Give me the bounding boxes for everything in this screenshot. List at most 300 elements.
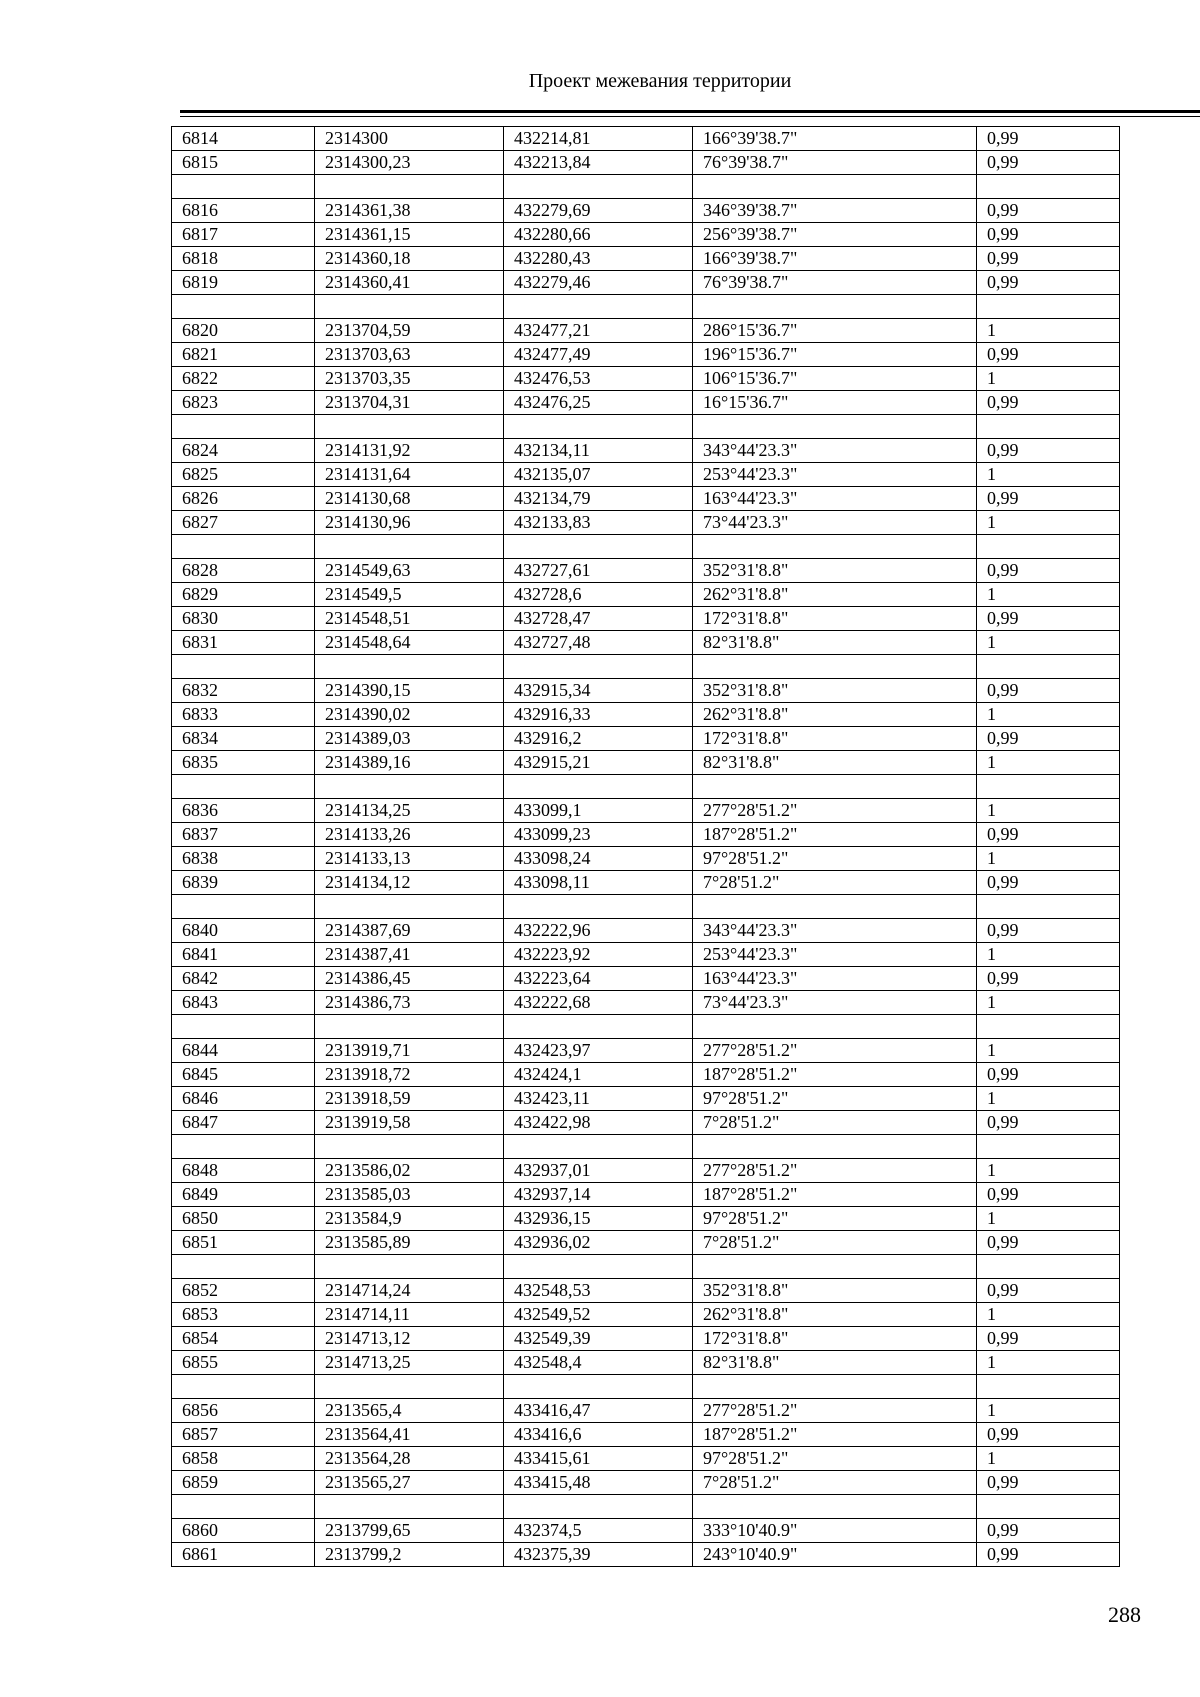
direction-angle-cell xyxy=(693,1255,977,1279)
y-coordinate-cell: 433415,61 xyxy=(504,1447,693,1471)
y-coordinate-cell: 432134,11 xyxy=(504,439,693,463)
x-coordinate-cell: 2313703,35 xyxy=(315,367,504,391)
direction-angle-cell xyxy=(693,895,977,919)
point-number-cell xyxy=(172,895,315,919)
point-number-cell: 6824 xyxy=(172,439,315,463)
table-row xyxy=(172,943,1120,967)
y-coordinate-cell xyxy=(504,1015,693,1039)
direction-angle-cell: 187°28'51.2" xyxy=(693,823,977,847)
x-coordinate-cell: 2314390,15 xyxy=(315,679,504,703)
x-coordinate-cell: 2314361,38 xyxy=(315,199,504,223)
point-number-cell: 6834 xyxy=(172,727,315,751)
distance-cell: 0,99 xyxy=(977,151,1120,175)
distance-cell: 1 xyxy=(977,631,1120,655)
distance-cell: 0,99 xyxy=(977,439,1120,463)
x-coordinate-cell xyxy=(315,175,504,199)
direction-angle-cell: 76°39'38.7" xyxy=(693,271,977,295)
direction-angle-cell: 346°39'38.7" xyxy=(693,199,977,223)
y-coordinate-cell: 432936,02 xyxy=(504,1231,693,1255)
table-row xyxy=(172,799,1120,823)
y-coordinate-cell: 432727,48 xyxy=(504,631,693,655)
distance-cell: 1 xyxy=(977,703,1120,727)
y-coordinate-cell: 432133,83 xyxy=(504,511,693,535)
point-number-cell: 6818 xyxy=(172,247,315,271)
distance-cell xyxy=(977,1015,1120,1039)
y-coordinate-cell: 432375,39 xyxy=(504,1543,693,1567)
point-number-cell xyxy=(172,655,315,679)
direction-angle-cell: 172°31'8.8" xyxy=(693,1327,977,1351)
x-coordinate-cell xyxy=(315,295,504,319)
y-coordinate-cell xyxy=(504,775,693,799)
distance-cell: 0,99 xyxy=(977,1471,1120,1495)
y-coordinate-cell: 432477,21 xyxy=(504,319,693,343)
table-row xyxy=(172,487,1120,511)
x-coordinate-cell: 2314387,41 xyxy=(315,943,504,967)
point-number-cell: 6858 xyxy=(172,1447,315,1471)
table-row xyxy=(172,391,1120,415)
y-coordinate-cell xyxy=(504,1255,693,1279)
y-coordinate-cell: 432280,66 xyxy=(504,223,693,247)
table-row xyxy=(172,439,1120,463)
x-coordinate-cell xyxy=(315,1255,504,1279)
x-coordinate-cell xyxy=(315,1495,504,1519)
direction-angle-cell: 262°31'8.8" xyxy=(693,703,977,727)
direction-angle-cell: 163°44'23.3" xyxy=(693,487,977,511)
point-number-cell xyxy=(172,1375,315,1399)
distance-cell: 0,99 xyxy=(977,871,1120,895)
direction-angle-cell: 97°28'51.2" xyxy=(693,1087,977,1111)
point-number-cell: 6816 xyxy=(172,199,315,223)
point-number-cell: 6844 xyxy=(172,1039,315,1063)
x-coordinate-cell: 2313565,27 xyxy=(315,1471,504,1495)
table-separator-row xyxy=(172,295,1120,319)
distance-cell: 0,99 xyxy=(977,271,1120,295)
point-number-cell: 6859 xyxy=(172,1471,315,1495)
point-number-cell: 6857 xyxy=(172,1423,315,1447)
distance-cell: 0,99 xyxy=(977,1327,1120,1351)
distance-cell xyxy=(977,1375,1120,1399)
distance-cell: 0,99 xyxy=(977,127,1120,151)
table-row xyxy=(172,223,1120,247)
distance-cell: 1 xyxy=(977,799,1120,823)
point-number-cell: 6826 xyxy=(172,487,315,511)
table-row xyxy=(172,1159,1120,1183)
direction-angle-cell: 172°31'8.8" xyxy=(693,727,977,751)
point-number-cell: 6860 xyxy=(172,1519,315,1543)
x-coordinate-cell: 2313918,72 xyxy=(315,1063,504,1087)
direction-angle-cell xyxy=(693,775,977,799)
direction-angle-cell: 97°28'51.2" xyxy=(693,1447,977,1471)
point-number-cell: 6822 xyxy=(172,367,315,391)
point-number-cell xyxy=(172,775,315,799)
x-coordinate-cell: 2313919,71 xyxy=(315,1039,504,1063)
y-coordinate-cell: 433416,47 xyxy=(504,1399,693,1423)
direction-angle-cell: 166°39'38.7" xyxy=(693,127,977,151)
table-row xyxy=(172,1423,1120,1447)
x-coordinate-cell xyxy=(315,1135,504,1159)
direction-angle-cell: 16°15'36.7" xyxy=(693,391,977,415)
table-row xyxy=(172,967,1120,991)
distance-cell: 0,99 xyxy=(977,487,1120,511)
y-coordinate-cell: 432279,46 xyxy=(504,271,693,295)
direction-angle-cell: 166°39'38.7" xyxy=(693,247,977,271)
page-header-title: Проект межевания территории xyxy=(528,70,792,92)
table-row xyxy=(172,1039,1120,1063)
y-coordinate-cell xyxy=(504,895,693,919)
direction-angle-cell: 73°44'23.3" xyxy=(693,991,977,1015)
direction-angle-cell: 277°28'51.2" xyxy=(693,1039,977,1063)
point-number-cell: 6853 xyxy=(172,1303,315,1327)
direction-angle-cell: 243°10'40.9" xyxy=(693,1543,977,1567)
point-number-cell: 6825 xyxy=(172,463,315,487)
distance-cell: 1 xyxy=(977,1039,1120,1063)
table-row xyxy=(172,1351,1120,1375)
distance-cell: 1 xyxy=(977,511,1120,535)
direction-angle-cell: 343°44'23.3" xyxy=(693,919,977,943)
y-coordinate-cell: 432424,1 xyxy=(504,1063,693,1087)
y-coordinate-cell: 432548,53 xyxy=(504,1279,693,1303)
x-coordinate-cell: 2314714,24 xyxy=(315,1279,504,1303)
direction-angle-cell xyxy=(693,655,977,679)
direction-angle-cell: 187°28'51.2" xyxy=(693,1183,977,1207)
table-row xyxy=(172,631,1120,655)
distance-cell: 1 xyxy=(977,1351,1120,1375)
table-row xyxy=(172,1111,1120,1135)
y-coordinate-cell xyxy=(504,1495,693,1519)
point-number-cell xyxy=(172,295,315,319)
direction-angle-cell: 343°44'23.3" xyxy=(693,439,977,463)
x-coordinate-cell: 2313564,28 xyxy=(315,1447,504,1471)
table-row xyxy=(172,871,1120,895)
table-row xyxy=(172,583,1120,607)
direction-angle-cell: 82°31'8.8" xyxy=(693,751,977,775)
y-coordinate-cell: 432548,4 xyxy=(504,1351,693,1375)
point-number-cell: 6830 xyxy=(172,607,315,631)
point-number-cell: 6823 xyxy=(172,391,315,415)
x-coordinate-cell: 2314133,26 xyxy=(315,823,504,847)
distance-cell: 1 xyxy=(977,319,1120,343)
y-coordinate-cell: 432374,5 xyxy=(504,1519,693,1543)
point-number-cell: 6828 xyxy=(172,559,315,583)
distance-cell: 1 xyxy=(977,583,1120,607)
distance-cell: 0,99 xyxy=(977,919,1120,943)
point-number-cell: 6861 xyxy=(172,1543,315,1567)
x-coordinate-cell: 2313586,02 xyxy=(315,1159,504,1183)
table-row xyxy=(172,679,1120,703)
point-number-cell: 6856 xyxy=(172,1399,315,1423)
direction-angle-cell: 253°44'23.3" xyxy=(693,463,977,487)
y-coordinate-cell: 432223,64 xyxy=(504,967,693,991)
table-row xyxy=(172,1519,1120,1543)
direction-angle-cell: 262°31'8.8" xyxy=(693,1303,977,1327)
point-number-cell: 6838 xyxy=(172,847,315,871)
direction-angle-cell: 7°28'51.2" xyxy=(693,1111,977,1135)
y-coordinate-cell: 432916,2 xyxy=(504,727,693,751)
x-coordinate-cell: 2314300,23 xyxy=(315,151,504,175)
table-row xyxy=(172,703,1120,727)
direction-angle-cell: 286°15'36.7" xyxy=(693,319,977,343)
direction-angle-cell: 277°28'51.2" xyxy=(693,1159,977,1183)
table-row xyxy=(172,1303,1120,1327)
x-coordinate-cell: 2313919,58 xyxy=(315,1111,504,1135)
table-separator-row xyxy=(172,775,1120,799)
table-row xyxy=(172,319,1120,343)
distance-cell: 1 xyxy=(977,1087,1120,1111)
x-coordinate-cell: 2314360,18 xyxy=(315,247,504,271)
y-coordinate-cell: 433416,6 xyxy=(504,1423,693,1447)
x-coordinate-cell: 2314390,02 xyxy=(315,703,504,727)
table-row xyxy=(172,607,1120,631)
direction-angle-cell: 352°31'8.8" xyxy=(693,679,977,703)
point-number-cell: 6815 xyxy=(172,151,315,175)
table-row xyxy=(172,727,1120,751)
table-row xyxy=(172,151,1120,175)
point-number-cell: 6831 xyxy=(172,631,315,655)
direction-angle-cell: 82°31'8.8" xyxy=(693,631,977,655)
point-number-cell: 6821 xyxy=(172,343,315,367)
distance-cell: 0,99 xyxy=(977,1543,1120,1567)
direction-angle-cell: 97°28'51.2" xyxy=(693,847,977,871)
table-row xyxy=(172,247,1120,271)
x-coordinate-cell: 2313585,89 xyxy=(315,1231,504,1255)
y-coordinate-cell: 432222,68 xyxy=(504,991,693,1015)
x-coordinate-cell: 2314713,12 xyxy=(315,1327,504,1351)
x-coordinate-cell: 2314300 xyxy=(315,127,504,151)
point-number-cell: 6848 xyxy=(172,1159,315,1183)
coordinates-table-body xyxy=(172,127,1120,1567)
x-coordinate-cell: 2314131,92 xyxy=(315,439,504,463)
point-number-cell xyxy=(172,1135,315,1159)
distance-cell xyxy=(977,1495,1120,1519)
y-coordinate-cell: 432937,14 xyxy=(504,1183,693,1207)
distance-cell: 0,99 xyxy=(977,559,1120,583)
x-coordinate-cell: 2313564,41 xyxy=(315,1423,504,1447)
direction-angle-cell: 73°44'23.3" xyxy=(693,511,977,535)
table-separator-row xyxy=(172,1255,1120,1279)
y-coordinate-cell: 433415,48 xyxy=(504,1471,693,1495)
y-coordinate-cell: 432213,84 xyxy=(504,151,693,175)
table-separator-row xyxy=(172,1375,1120,1399)
point-number-cell: 6839 xyxy=(172,871,315,895)
distance-cell: 1 xyxy=(977,1159,1120,1183)
distance-cell: 0,99 xyxy=(977,391,1120,415)
y-coordinate-cell xyxy=(504,655,693,679)
y-coordinate-cell: 432477,49 xyxy=(504,343,693,367)
direction-angle-cell: 256°39'38.7" xyxy=(693,223,977,247)
y-coordinate-cell xyxy=(504,1375,693,1399)
x-coordinate-cell xyxy=(315,1015,504,1039)
distance-cell: 0,99 xyxy=(977,1063,1120,1087)
distance-cell: 1 xyxy=(977,847,1120,871)
distance-cell: 1 xyxy=(977,367,1120,391)
direction-angle-cell: 7°28'51.2" xyxy=(693,1231,977,1255)
x-coordinate-cell: 2313918,59 xyxy=(315,1087,504,1111)
x-coordinate-cell xyxy=(315,1375,504,1399)
direction-angle-cell: 196°15'36.7" xyxy=(693,343,977,367)
distance-cell: 0,99 xyxy=(977,823,1120,847)
direction-angle-cell: 352°31'8.8" xyxy=(693,1279,977,1303)
point-number-cell: 6849 xyxy=(172,1183,315,1207)
direction-angle-cell: 333°10'40.9" xyxy=(693,1519,977,1543)
distance-cell: 1 xyxy=(977,751,1120,775)
distance-cell xyxy=(977,175,1120,199)
x-coordinate-cell: 2314714,11 xyxy=(315,1303,504,1327)
direction-angle-cell: 7°28'51.2" xyxy=(693,1471,977,1495)
point-number-cell xyxy=(172,175,315,199)
point-number-cell xyxy=(172,1015,315,1039)
direction-angle-cell xyxy=(693,175,977,199)
page-number: 288 xyxy=(1108,1602,1141,1627)
x-coordinate-cell: 2313585,03 xyxy=(315,1183,504,1207)
point-number-cell: 6842 xyxy=(172,967,315,991)
distance-cell xyxy=(977,1135,1120,1159)
table-row xyxy=(172,127,1120,151)
distance-cell: 0,99 xyxy=(977,1111,1120,1135)
point-number-cell: 6845 xyxy=(172,1063,315,1087)
table-row xyxy=(172,199,1120,223)
table-row xyxy=(172,511,1120,535)
y-coordinate-cell: 432222,96 xyxy=(504,919,693,943)
table-separator-row xyxy=(172,1015,1120,1039)
y-coordinate-cell: 432214,81 xyxy=(504,127,693,151)
direction-angle-cell xyxy=(693,535,977,559)
coordinates-table xyxy=(171,126,1120,1567)
distance-cell xyxy=(977,415,1120,439)
point-number-cell: 6829 xyxy=(172,583,315,607)
point-number-cell xyxy=(172,1495,315,1519)
distance-cell: 0,99 xyxy=(977,727,1120,751)
table-row xyxy=(172,1543,1120,1567)
y-coordinate-cell: 432476,25 xyxy=(504,391,693,415)
y-coordinate-cell: 432916,33 xyxy=(504,703,693,727)
table-row xyxy=(172,1471,1120,1495)
x-coordinate-cell: 2314548,51 xyxy=(315,607,504,631)
table-row xyxy=(172,463,1120,487)
table-row xyxy=(172,1183,1120,1207)
point-number-cell: 6854 xyxy=(172,1327,315,1351)
y-coordinate-cell: 432915,34 xyxy=(504,679,693,703)
x-coordinate-cell: 2314130,96 xyxy=(315,511,504,535)
point-number-cell xyxy=(172,1255,315,1279)
distance-cell: 1 xyxy=(977,1207,1120,1231)
distance-cell xyxy=(977,295,1120,319)
table-row xyxy=(172,367,1120,391)
x-coordinate-cell: 2314134,25 xyxy=(315,799,504,823)
y-coordinate-cell: 432423,11 xyxy=(504,1087,693,1111)
y-coordinate-cell: 432279,69 xyxy=(504,199,693,223)
table-row xyxy=(172,823,1120,847)
point-number-cell: 6847 xyxy=(172,1111,315,1135)
direction-angle-cell: 7°28'51.2" xyxy=(693,871,977,895)
x-coordinate-cell: 2314389,16 xyxy=(315,751,504,775)
direction-angle-cell: 187°28'51.2" xyxy=(693,1063,977,1087)
distance-cell xyxy=(977,535,1120,559)
table-separator-row xyxy=(172,1495,1120,1519)
table-row xyxy=(172,1327,1120,1351)
x-coordinate-cell xyxy=(315,895,504,919)
table-row xyxy=(172,991,1120,1015)
point-number-cell: 6851 xyxy=(172,1231,315,1255)
x-coordinate-cell: 2314133,13 xyxy=(315,847,504,871)
distance-cell: 0,99 xyxy=(977,1183,1120,1207)
point-number-cell: 6817 xyxy=(172,223,315,247)
distance-cell: 1 xyxy=(977,463,1120,487)
distance-cell xyxy=(977,895,1120,919)
table-row xyxy=(172,847,1120,871)
point-number-cell: 6836 xyxy=(172,799,315,823)
table-row xyxy=(172,751,1120,775)
y-coordinate-cell xyxy=(504,1135,693,1159)
direction-angle-cell xyxy=(693,415,977,439)
point-number-cell: 6841 xyxy=(172,943,315,967)
table-row xyxy=(172,1207,1120,1231)
direction-angle-cell: 262°31'8.8" xyxy=(693,583,977,607)
distance-cell: 0,99 xyxy=(977,607,1120,631)
distance-cell: 1 xyxy=(977,1303,1120,1327)
point-number-cell: 6852 xyxy=(172,1279,315,1303)
x-coordinate-cell: 2314387,69 xyxy=(315,919,504,943)
distance-cell: 0,99 xyxy=(977,1279,1120,1303)
distance-cell: 0,99 xyxy=(977,199,1120,223)
y-coordinate-cell: 432223,92 xyxy=(504,943,693,967)
table-separator-row xyxy=(172,655,1120,679)
distance-cell: 0,99 xyxy=(977,1519,1120,1543)
y-coordinate-cell: 433098,11 xyxy=(504,871,693,895)
direction-angle-cell: 106°15'36.7" xyxy=(693,367,977,391)
table-row xyxy=(172,271,1120,295)
y-coordinate-cell: 432936,15 xyxy=(504,1207,693,1231)
table-separator-row xyxy=(172,175,1120,199)
x-coordinate-cell xyxy=(315,415,504,439)
direction-angle-cell xyxy=(693,1375,977,1399)
distance-cell: 0,99 xyxy=(977,343,1120,367)
direction-angle-cell: 82°31'8.8" xyxy=(693,1351,977,1375)
y-coordinate-cell: 432549,52 xyxy=(504,1303,693,1327)
x-coordinate-cell: 2313703,63 xyxy=(315,343,504,367)
y-coordinate-cell: 432134,79 xyxy=(504,487,693,511)
distance-cell xyxy=(977,775,1120,799)
y-coordinate-cell: 433099,1 xyxy=(504,799,693,823)
direction-angle-cell xyxy=(693,1135,977,1159)
x-coordinate-cell: 2314361,15 xyxy=(315,223,504,247)
table-separator-row xyxy=(172,895,1120,919)
direction-angle-cell: 97°28'51.2" xyxy=(693,1207,977,1231)
x-coordinate-cell xyxy=(315,655,504,679)
x-coordinate-cell: 2314549,5 xyxy=(315,583,504,607)
distance-cell: 1 xyxy=(977,943,1120,967)
point-number-cell: 6832 xyxy=(172,679,315,703)
x-coordinate-cell: 2314389,03 xyxy=(315,727,504,751)
header-rule-thick xyxy=(180,110,1200,113)
distance-cell: 0,99 xyxy=(977,1423,1120,1447)
x-coordinate-cell: 2314360,41 xyxy=(315,271,504,295)
distance-cell xyxy=(977,1255,1120,1279)
y-coordinate-cell: 432422,98 xyxy=(504,1111,693,1135)
point-number-cell: 6827 xyxy=(172,511,315,535)
table-row xyxy=(172,1231,1120,1255)
point-number-cell: 6846 xyxy=(172,1087,315,1111)
x-coordinate-cell: 2313704,59 xyxy=(315,319,504,343)
x-coordinate-cell: 2313799,2 xyxy=(315,1543,504,1567)
x-coordinate-cell: 2313799,65 xyxy=(315,1519,504,1543)
point-number-cell: 6835 xyxy=(172,751,315,775)
table-row xyxy=(172,919,1120,943)
x-coordinate-cell xyxy=(315,775,504,799)
point-number-cell: 6840 xyxy=(172,919,315,943)
table-row xyxy=(172,343,1120,367)
direction-angle-cell xyxy=(693,1495,977,1519)
header-rule-thin xyxy=(180,116,1200,117)
